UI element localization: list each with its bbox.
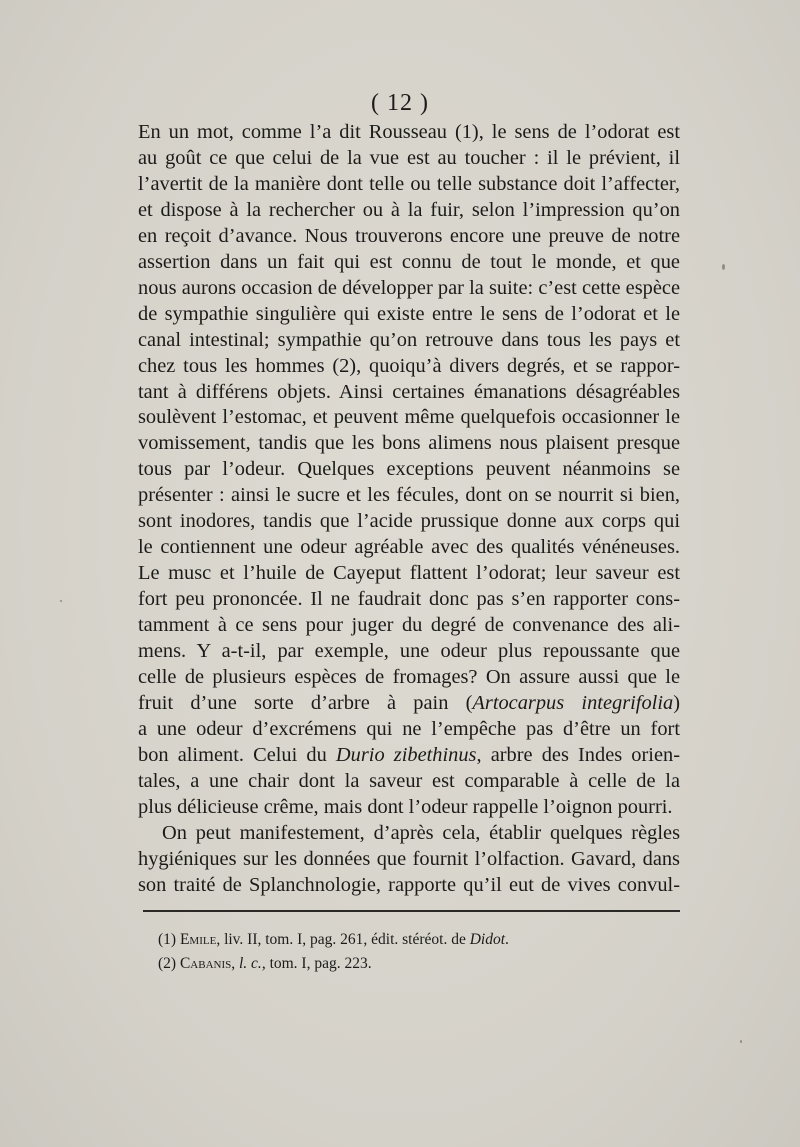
text-line: le contiennent une odeur agréable avec des qualités vénéneuses. — [138, 536, 680, 559]
text-line: en reçoit d’avance. Nous trouverons encore une preuve de notre — [138, 224, 680, 247]
footnote-2 — [158, 952, 658, 976]
text-line-with-species — [138, 743, 680, 769]
line-text: bon aliment. Celui du — [138, 743, 336, 766]
footnote-marker: (1) — [158, 931, 180, 948]
text-line: nous aurons occasion de développer par la suite: c’est cette espèce — [138, 276, 680, 299]
paragraph-last-line: plus délicieuse crême, mais dont l’odeur rappelle l’oignon pourri. — [138, 795, 673, 818]
text-line: mens. Y a-t-il, par exemple, une odeur plus repoussante que — [138, 640, 680, 663]
text-line: sont inodores, tandis que l’acide prussique donne aux corps qui — [138, 510, 680, 533]
text-line: assertion dans un fait qui est connu de tout le monde, et que — [138, 250, 680, 273]
text-line: l’avertit de la manière dont telle ou telle substance doit l’affecter, — [138, 172, 680, 195]
text-line: présenter : ainsi le sucre et les fécules, dont on se nourrit si bien, — [138, 484, 680, 507]
footnote-author: Cabanis — [179, 955, 232, 972]
footnote-marker: (2) — [158, 955, 180, 972]
footnote-text: , liv. II, tom. I, pag. 261, édit. stéréot. de — [216, 931, 470, 948]
text-line: tamment à ce sens pour juger du degré de convenance des ali- — [138, 614, 680, 637]
footnote-text: , tom. I, pag. 223. — [261, 955, 372, 972]
footnote-rule — [143, 910, 680, 912]
footnote-text: . — [505, 931, 509, 948]
text-line: tant à différens objets. Ainsi certaines émanations désagréables — [138, 380, 680, 403]
text-line: Le musc et l’huile de Cayeput flattent l’odorat; leur saveur est — [138, 562, 680, 585]
text-line: chez tous les hommes (2), quoiqu’à divers degrés, et se rappor- — [138, 354, 680, 377]
paragraph-first-line: On peut manifestement, d’après cela, établir quelques règles — [162, 821, 680, 844]
line-text: ) — [673, 691, 680, 714]
text-line: celle de plusieurs espèces de fromages? On assure aussi que le — [138, 666, 680, 689]
text-line: hygiéniques sur les données que fournit l’olfaction. Gavard, dans — [138, 847, 680, 870]
footnote-1 — [158, 928, 658, 952]
line-text: fruit d’une sorte d’arbre à pain ( — [138, 691, 473, 714]
page-number: ( 12 ) — [371, 90, 429, 116]
text-line: tous par l’odeur. Quelques exceptions peuvent néanmoins se — [138, 458, 680, 481]
footnote-author: Emile — [179, 931, 217, 948]
paper-speck — [740, 1040, 742, 1043]
text-line: En un mot, comme l’a dit Rousseau (1), le sens de l’odorat est — [138, 121, 680, 143]
paper-speck — [722, 264, 725, 270]
species-name: Artocarpus integrifolia — [472, 691, 674, 714]
text-line: et dispose à la rechercher ou à la fuir, selon l’impression qu’on — [138, 198, 680, 221]
footnotes — [158, 928, 658, 976]
text-line: soulèvent l’estomac, et peuvent même quelquefois occasionner le — [138, 406, 680, 429]
footnote-italic: Didot — [469, 931, 506, 948]
text-line: canal intestinal; sympathie qu’on retrouve dans tous les pays et — [138, 328, 680, 351]
text-line: vomissement, tandis que les bons alimens nous plaisent presque — [138, 432, 680, 455]
paper-speck — [60, 600, 62, 602]
text-line: fort peu prononcée. Il ne faudrait donc pas s’en rapporter cons- — [138, 588, 680, 611]
text-line: son traité de Splanchnologie, rapporte qu’il eut de vives convul- — [138, 873, 680, 896]
line-text: , arbre des Indes orien- — [476, 743, 680, 766]
body-text — [138, 120, 680, 899]
text-line: au goût ce que celui de la vue est au toucher : il le prévient, il — [138, 146, 680, 169]
species-name: Durio zibethinus — [335, 743, 477, 766]
footnote-text: , — [231, 955, 239, 972]
footnote-italic: l. c. — [239, 955, 262, 972]
text-line: de sympathie singulière qui existe entre le sens de l’odorat et le — [138, 302, 680, 325]
text-line-with-species — [138, 691, 680, 717]
text-line: tales, a une chair dont la saveur est comparable à celle de la — [138, 769, 680, 792]
text-line: a une odeur d’excrémens qui ne l’empêche pas d’être un fort — [138, 717, 680, 740]
